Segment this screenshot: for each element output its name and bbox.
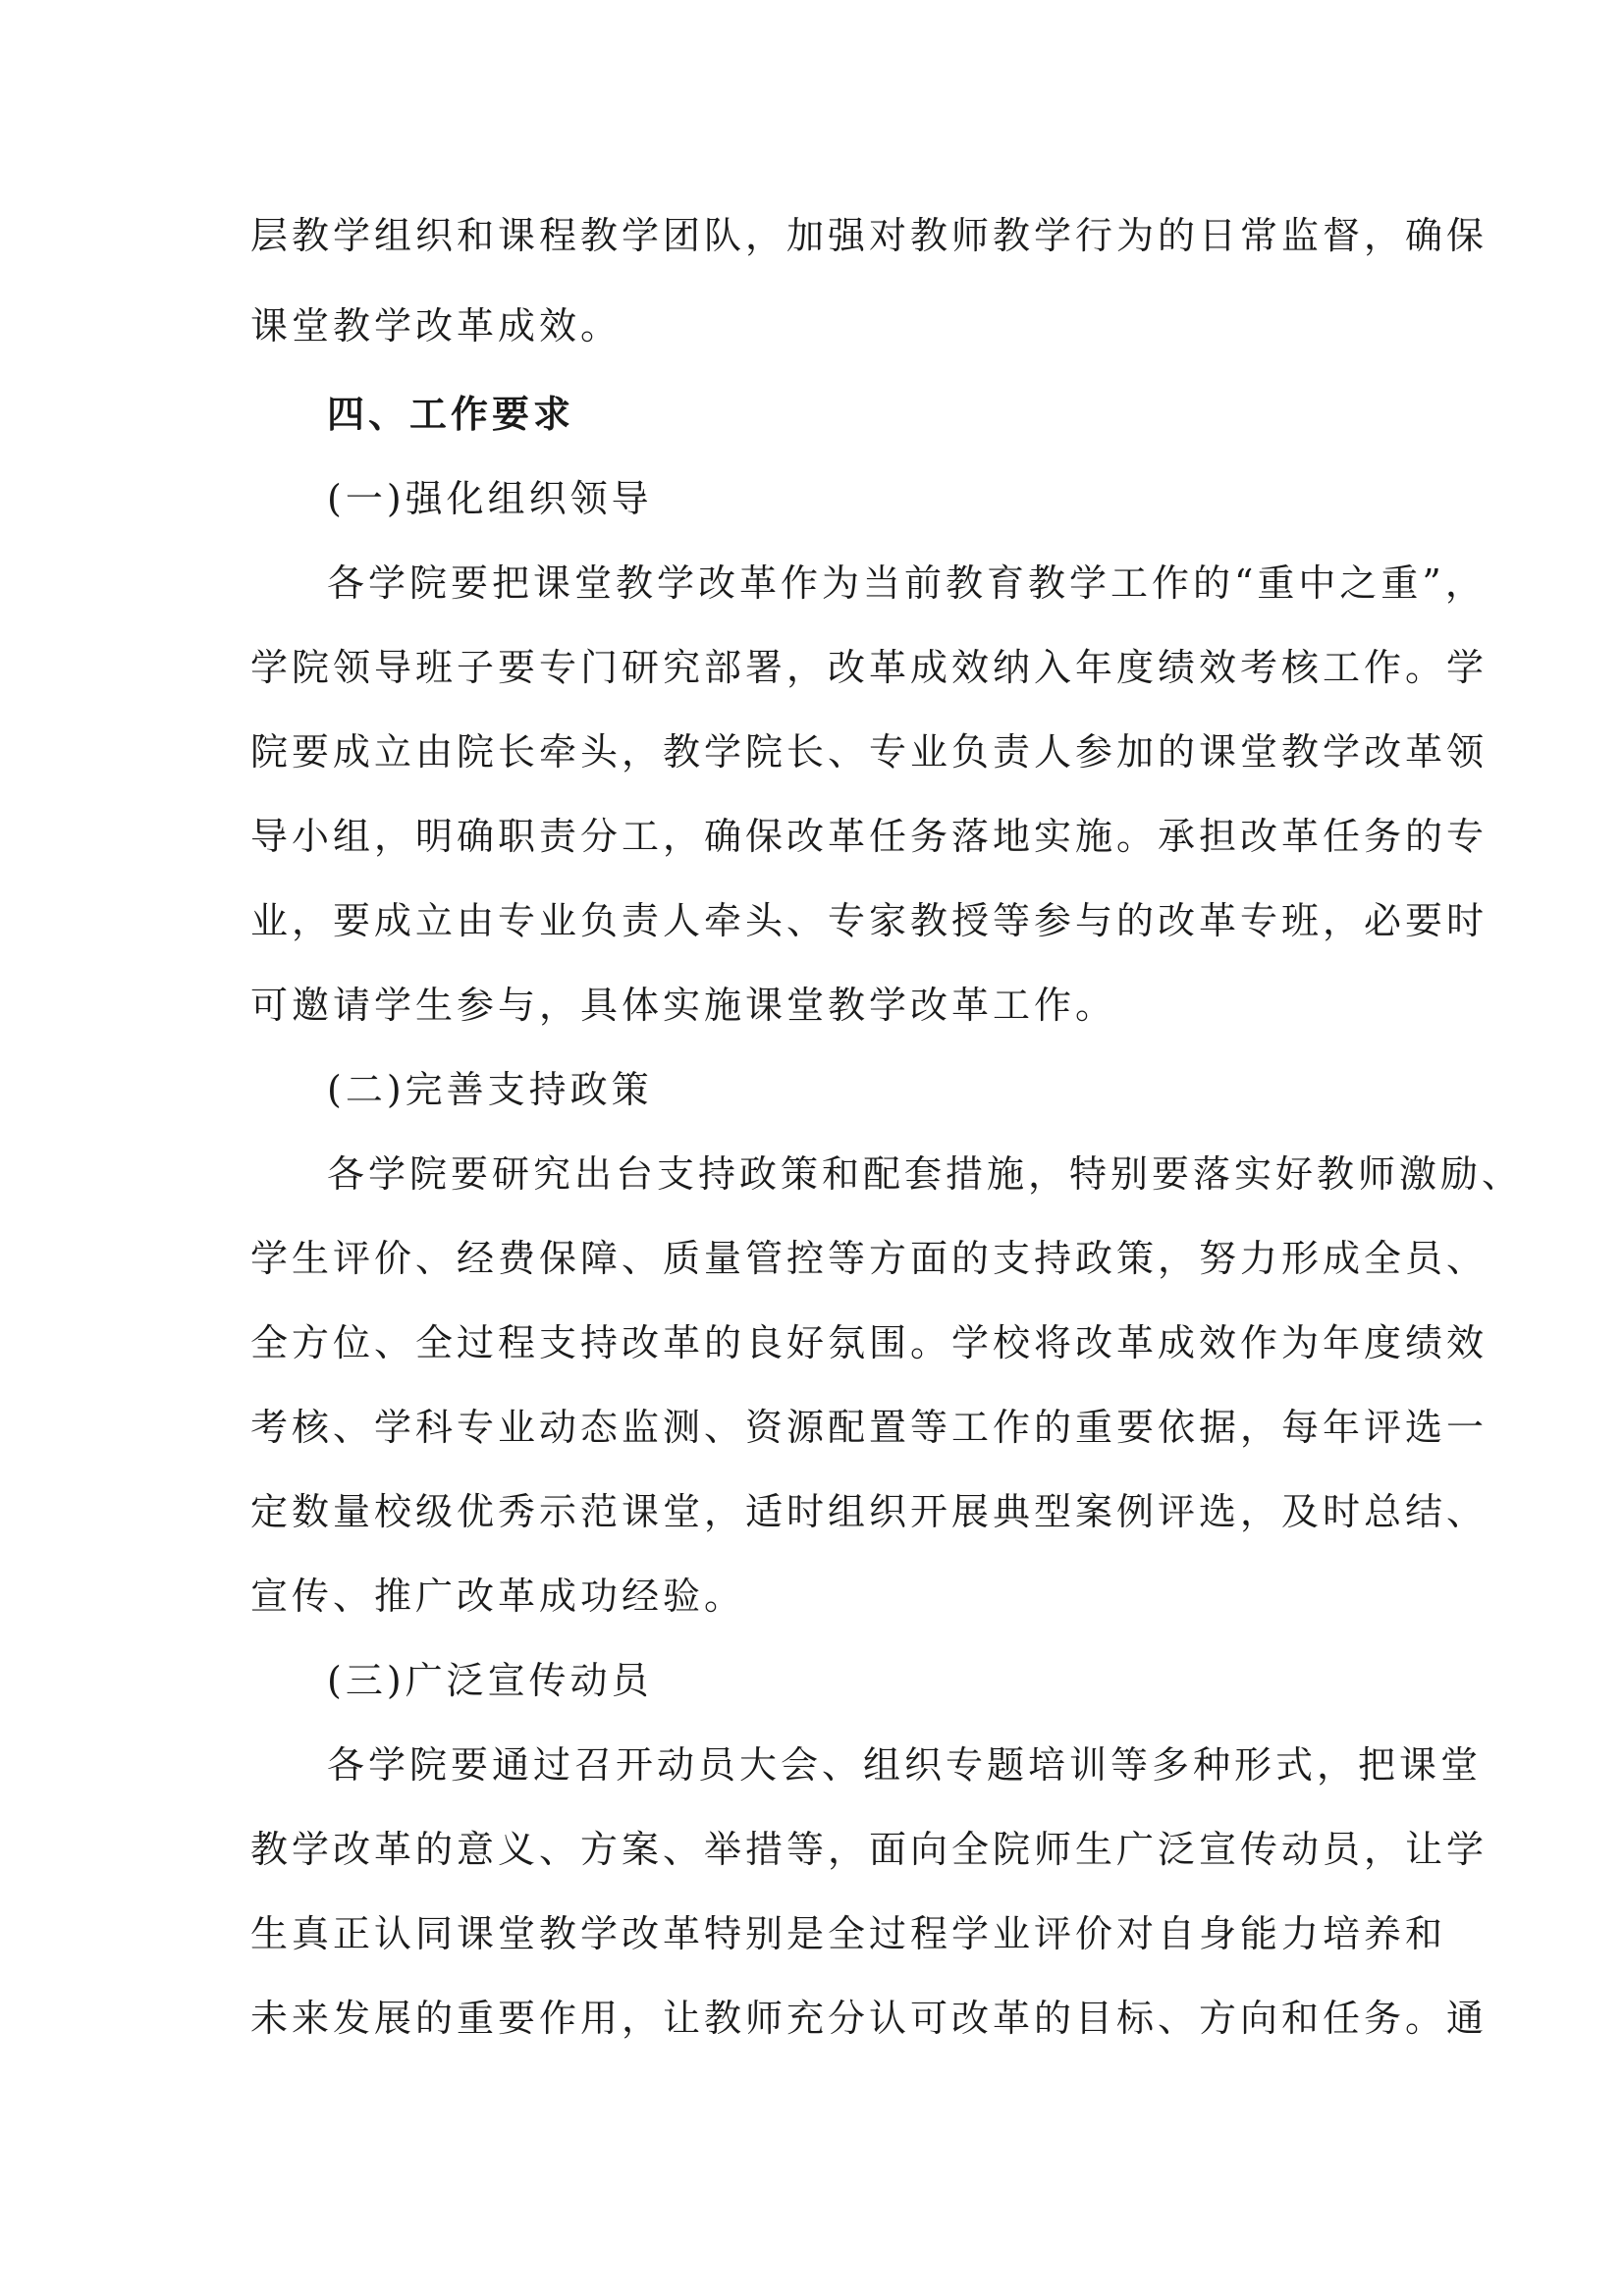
- section-heading: 四、工作要求: [327, 393, 575, 436]
- paragraph-line: 未来发展的重要作用，让教师充分认可改革的目标、方向和任务。通: [250, 1997, 1489, 2040]
- paragraph-line: 各学院要把课堂教学改革作为当前教育教学工作的“重中之重”，: [327, 561, 1487, 605]
- paragraph-line: 导小组，明确职责分工，确保改革任务落地实施。承担改革任务的专: [250, 815, 1489, 858]
- paragraph-line: 层教学组织和课程教学团队，加强对教师教学行为的日常监督，确保: [250, 214, 1489, 257]
- paragraph-line: 课堂教学改革成效。: [250, 304, 623, 347]
- paragraph-line: 定数量校级优秀示范课堂，适时组织开展典型案例评选，及时总结、: [250, 1490, 1489, 1533]
- paragraph-line: 学生评价、经费保障、质量管控等方面的支持政策，努力形成全员、: [250, 1237, 1489, 1280]
- paragraph-line: 各学院要通过召开动员大会、组织专题培训等多种形式，把课堂: [327, 1743, 1483, 1787]
- paragraph-line: 可邀请学生参与，具体实施课堂教学改革工作。: [250, 984, 1117, 1027]
- paragraph-line: 考核、学科专业动态监测、资源配置等工作的重要依据，每年评选一: [250, 1406, 1489, 1449]
- paragraph-line: 全方位、全过程支持改革的良好氛围。学校将改革成效作为年度绩效: [250, 1321, 1489, 1364]
- subsection-heading: (三)广泛宣传动员: [327, 1659, 653, 1702]
- paragraph-line: 生真正认同课堂教学改革特别是全过程学业评价对自身能力培养和: [250, 1912, 1447, 1955]
- subsection-heading: (二)完善支持政策: [327, 1068, 653, 1111]
- paragraph-line: 宣传、推广改革成功经验。: [250, 1575, 746, 1618]
- paragraph-line: 教学改革的意义、方案、举措等，面向全院师生广泛宣传动员，让学: [250, 1828, 1489, 1871]
- paragraph-line: 业，要成立由专业负责人牵头、专家教授等参与的改革专班，必要时: [250, 899, 1489, 942]
- paragraph-line: 院要成立由院长牵头，教学院长、专业负责人参加的课堂教学改革领: [250, 730, 1489, 774]
- paragraph-line: 各学院要研究出台支持政策和配套措施，特别要落实好教师激励、: [327, 1152, 1524, 1196]
- paragraph-line: 学院领导班子要专门研究部署，改革成效纳入年度绩效考核工作。学: [250, 646, 1489, 689]
- subsection-heading: (一)强化组织领导: [327, 477, 653, 520]
